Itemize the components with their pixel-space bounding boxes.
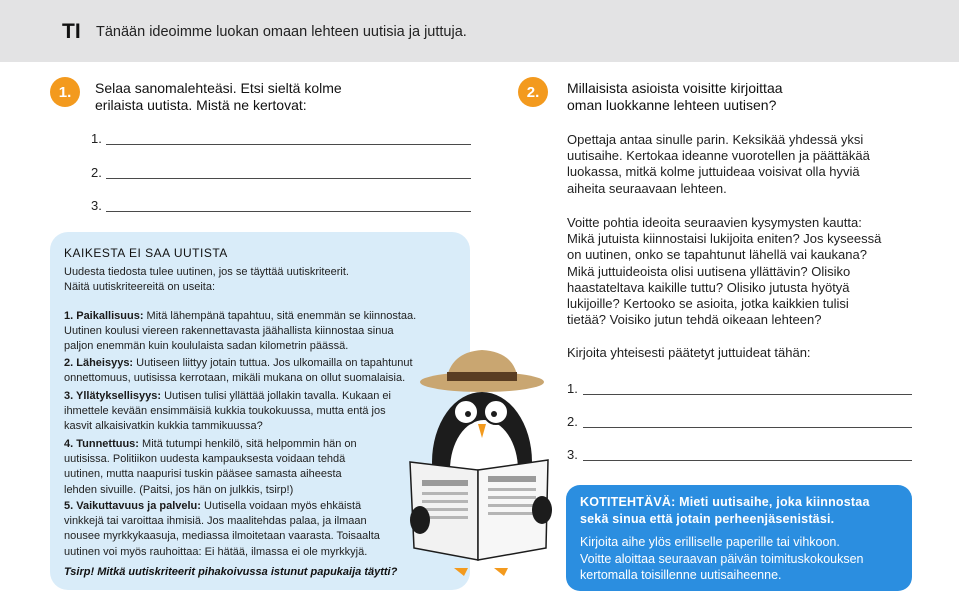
- write-instruction: Kirjoita yhteisesti päätetyt juttuideat tähän:: [567, 345, 811, 360]
- news-criteria-intro: Uudesta tiedosta tulee uutinen, jos se täyttää uutiskriteerit. Näitä uutiskriteereitä on useita:: [64, 266, 349, 293]
- step-2-heading: Millaisista asioista voisitte kirjoittaa oman luokkanne lehteen uutisen?: [567, 80, 783, 113]
- answer-line-2[interactable]: 2.: [91, 165, 471, 181]
- bird-reading-newspaper-illustration: [400, 342, 560, 582]
- intro-text: Tänään ideoimme luokan omaan lehteen uutisia ja juttuja.: [96, 24, 467, 40]
- answer-line-1[interactable]: 1.: [91, 131, 471, 147]
- ti-badge: TI: [62, 20, 81, 43]
- idea-line-1[interactable]: 1.: [567, 381, 912, 397]
- idea-line-3[interactable]: 3.: [567, 447, 912, 463]
- criterion-item: 4. Tunnettuus: Mitä tutumpi henkilö, sitä helpommin hän on uutisissa. Politiikon uudesta kampauksesta voidaan tehdä uutinen, mutta naapurisi tuskin pääsee samasta aiheesta lehden sivuille. (Paitsi, jos hän on julkkis, tsirp!): [64, 438, 357, 496]
- homework-text: Kirjoita aihe ylös erilliselle paperille tai vihkoon. Voitte aloittaa seuraavan päivän toimituskokouksen kertomalla toisillenne uutisaiheenne.: [580, 535, 864, 582]
- pair-instructions: Opettaja antaa sinulle parin. Keksikää yhdessä yksi uutisaihe. Kertokaa ideanne vuorotellen ja päättäkää luokassa, mitkä kolme juttuideaa voisivat olla hyviä aiheita seuraavaan lehteen.: [567, 132, 870, 196]
- step-1-heading: Selaa sanomalehteäsi. Etsi sieltä kolme erilaista uutista. Mistä ne kertovat:: [95, 80, 342, 113]
- idea-line-2[interactable]: 2.: [567, 414, 912, 430]
- step-1-badge: 1.: [50, 77, 80, 107]
- criterion-item: 3. Yllätyksellisyys: Uutisen tulisi yllättää jollakin tavalla. Kukaan ei ihmettele kevään ensimmäisiä kukkia toukokuussa, mutta entä jos kasvit alkaisivatkin kukkia tammikuussa?: [64, 390, 391, 433]
- news-criteria-title: KAIKESTA EI SAA UUTISTA: [64, 246, 228, 260]
- idea-questions: Voitte pohtia ideoita seuraavien kysymysten kautta: Mikä jutuista kiinnostaisi lukijoita eniten? Jos kyseessä on uutinen, onko se tapahtunut lähellä vai kaukana? Mikä juttuideoista olisi uutisena yllättävin? Olisiko haastateltava kaikille tuttu? Olisiko jutusta hyötyä lukijoille? Kertooko se asioita, jotka kaikkien tulisi tietää? Voisiko jutun tehdä oikeaan lehteen?: [567, 215, 882, 328]
- step-2-badge: 2.: [518, 77, 548, 107]
- criterion-item: 5. Vaikuttavuus ja palvelu: Uutisella voidaan myös ehkäistä vinkkejä tai varoittaa ihmisiä. Jos maalitehdas palaa, ja ilmaan nousee myrkkykaasuja, mediassa ilmoitetaan vaarasta. Toisaalta uutinen voi myös rauhoittaa: Ei hätää, ilmassa ei ole myrkkyjä.: [64, 500, 380, 558]
- answer-line-3[interactable]: 3.: [91, 198, 471, 214]
- criterion-item: 1. Paikallisuus: Mitä lähempänä tapahtuu, sitä enemmän se kiinnostaa. Uutinen koulusi viereen rakennettavasta jäähallista kiinnostaa sinua paljon enemmän kuin koululaista sadan kilometrin päässä.: [64, 310, 417, 353]
- closing-question: Tsirp! Mitkä uutiskriteerit pihakoivussa istunut papukaija täytti?: [64, 566, 398, 578]
- homework-title: KOTITEHTÄVÄ: Mieti uutisaihe, joka kiinnostaa sekä sinua että jotain perheenjäsenistäsi.: [580, 495, 870, 526]
- criterion-item: 2. Läheisyys: Uutiseen liittyy jotain tuttua. Jos ulkomailla on tapahtunut onnettomuus, uutisissa kerrotaan, mikäli mukana on ollut suomalaisia.: [64, 357, 413, 385]
